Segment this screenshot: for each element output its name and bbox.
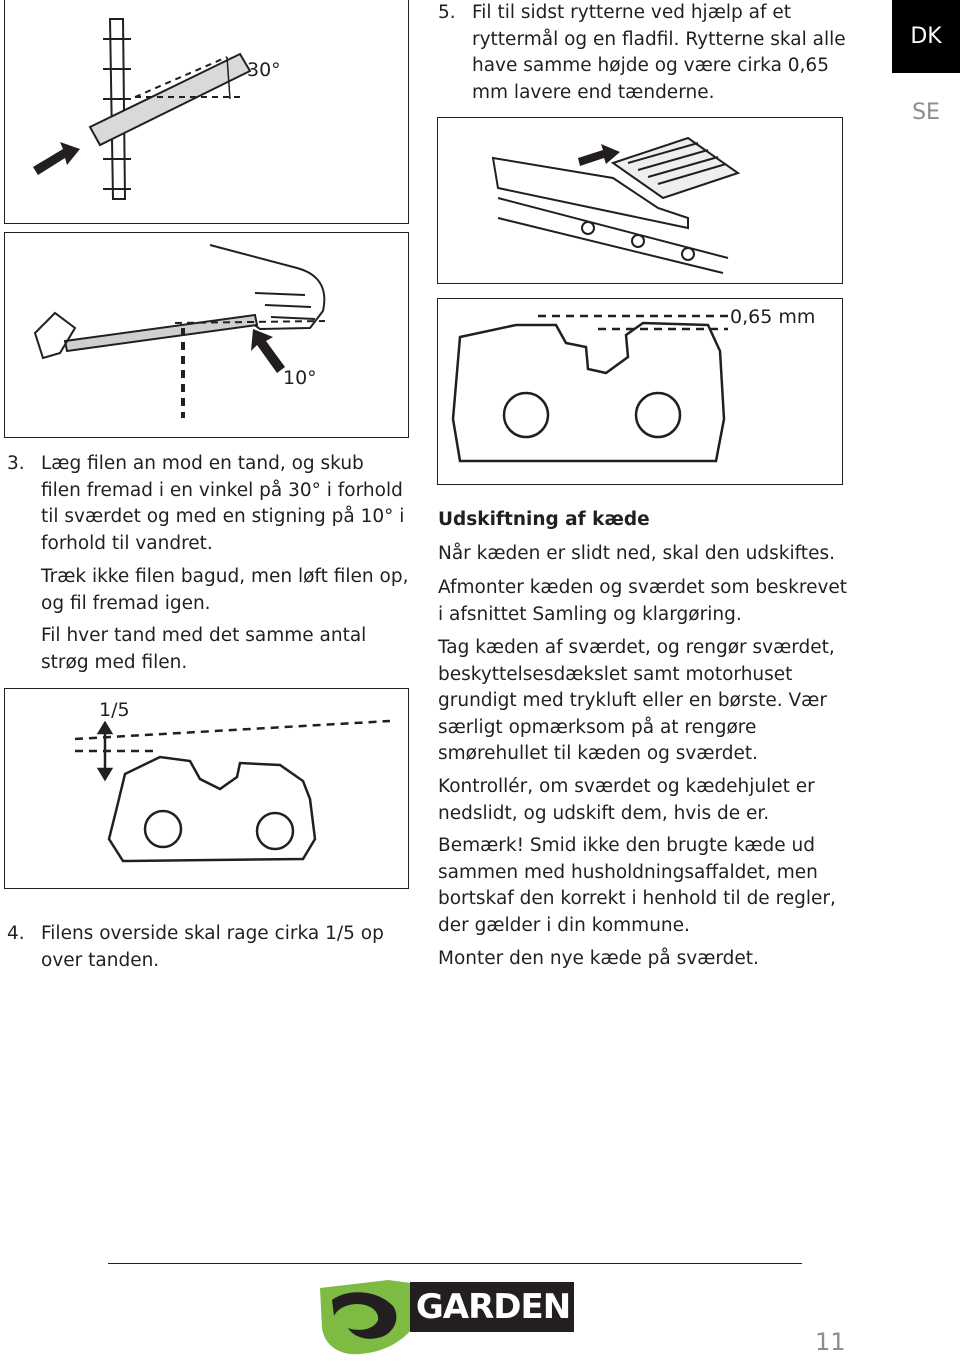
- figure-raker-gauge: [437, 117, 843, 284]
- chain-replacement-para-6: Monter den nye kæde på sværdet.: [438, 948, 759, 969]
- chain-replacement-heading: Udskiftning af kæde: [438, 509, 650, 530]
- figure-file-angle-10: [4, 232, 409, 438]
- angle-10-label: 10°: [283, 367, 317, 389]
- step-4: [7, 921, 407, 974]
- chain-replacement-para-2: Afmonter kæden og sværdet som beskrevet i afsnittet Samling og klargøring.: [438, 577, 848, 625]
- file-one-fifth-illustration: [5, 689, 410, 890]
- brand-wordmark: GARDEN: [415, 1287, 571, 1327]
- chain-replacement-para-5: Bemærk! Smid ikke den brugte kæde ud sammen med husholdningsaffaldet, men bortskaf den korrekt i henhold til de regler, der gælder i din kommune.: [438, 835, 836, 936]
- step-5: [438, 0, 848, 106]
- figure-file-one-fifth: [4, 688, 409, 889]
- step-3-note-strokes: Fil hver tand med det samme antal strøg med filen.: [41, 625, 367, 673]
- chain-replacement-para-1: Når kæden er slidt ned, skal den udskiftes.: [438, 543, 835, 564]
- chain-replacement-para-4: Kontrollér, om sværdet og kædehjulet er nedslidt, og udskift dem, hvis de er.: [438, 776, 815, 824]
- step-3-note-lift: Træk ikke filen bagud, men løft filen op, og fil fremad igen.: [41, 566, 409, 614]
- language-tab-se: SE: [912, 100, 940, 125]
- figure-raker-depth: [437, 298, 843, 485]
- step-4-text: Filens overside skal rage cirka 1/5 op over tanden.: [41, 923, 384, 971]
- step-5-number: 5.: [438, 2, 456, 23]
- figure-file-angle-30: [4, 0, 409, 224]
- file-angle-30-illustration: [5, 0, 410, 225]
- raker-depth-label: 0,65 mm: [730, 306, 816, 328]
- step-4-number: 4.: [7, 923, 25, 944]
- garden-logo: [318, 1278, 576, 1358]
- step-5-text: Fil til sidst rytterne ved hjælp af et ryttermål og en fladfil. Rytterne skal alle have samme højde og være cirka 0,65 mm lavere end tænderne.: [472, 2, 846, 103]
- page-number: 11: [815, 1328, 846, 1356]
- angle-30-label: 30°: [247, 59, 281, 81]
- footer-divider: [108, 1263, 802, 1264]
- file-angle-10-illustration: [5, 233, 410, 439]
- step-3-text: Læg filen an mod en tand, og skub filen fremad i en vinkel på 30° i forhold til sværdet og med en stigning på 10° i forhold til vandret.: [41, 453, 405, 554]
- step-3-number: 3.: [7, 453, 25, 474]
- raker-gauge-illustration: [438, 118, 844, 285]
- one-fifth-label: 1/5: [99, 699, 130, 721]
- step-3: [7, 451, 407, 557]
- language-tab-dk: DK: [892, 0, 960, 73]
- chain-replacement-para-3: Tag kæden af sværdet, og rengør sværdet, beskyttelsesdækslet samt motorhuset grundigt med trykluft eller en børste. Vær særligt opmærksom på at rengøre smørehullet til kæden og sværdet.: [438, 637, 835, 764]
